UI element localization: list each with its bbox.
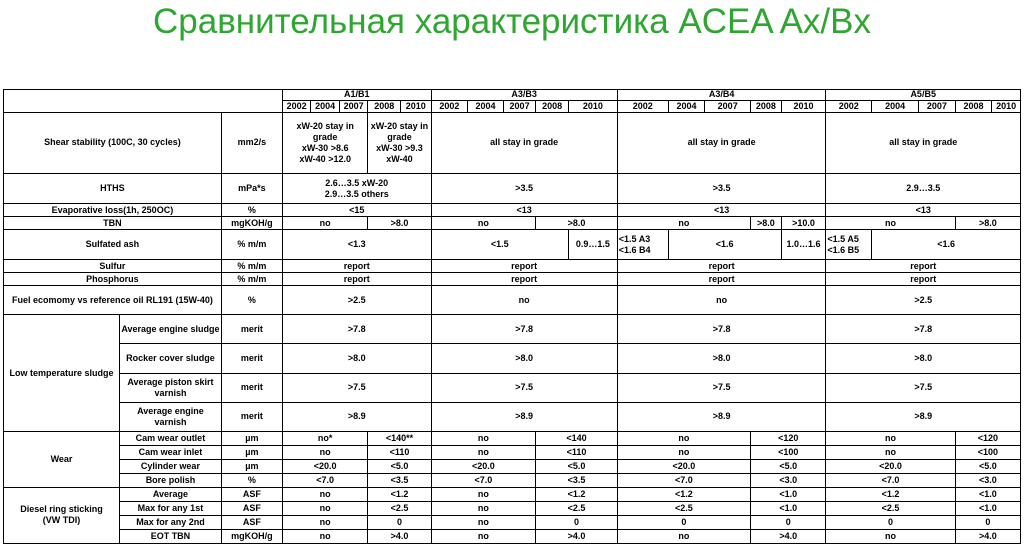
year-header: 2002 xyxy=(826,100,872,112)
group-label: Wear xyxy=(4,431,120,487)
param-unit: µm xyxy=(221,445,282,459)
value-cell: <15 xyxy=(282,204,431,217)
value-cell: <2.5 xyxy=(617,501,750,515)
year-header: 2008 xyxy=(955,100,992,112)
value-cell: 2.6…3.5 xW-20 2.9…3.5 others xyxy=(282,174,431,204)
year-header: 2002 xyxy=(431,100,468,112)
param-unit: % xyxy=(221,286,282,315)
value-cell: >7.5 xyxy=(282,373,431,402)
param-unit: mm2/s xyxy=(221,112,282,173)
year-header: 2007 xyxy=(503,100,536,112)
value-cell: <3.0 xyxy=(751,473,826,487)
value-cell: <1.0 xyxy=(751,501,826,515)
value-cell: >8.0 xyxy=(617,344,826,373)
param-label: Phosphorus xyxy=(4,273,222,286)
value-cell: <120 xyxy=(751,431,826,445)
value-cell: >7.5 xyxy=(431,373,617,402)
param-label: HTHS xyxy=(4,174,222,204)
value-cell: <1.5 A3 <1.6 B4 xyxy=(617,230,668,260)
value-cell: no* xyxy=(282,431,368,445)
value-cell: 0.9…1.5 xyxy=(568,230,617,260)
value-cell: no xyxy=(617,445,750,459)
value-cell: <3.5 xyxy=(536,473,617,487)
value-cell: report xyxy=(826,273,1021,286)
param-unit: % m/m xyxy=(221,260,282,273)
value-cell: >8.9 xyxy=(431,402,617,431)
value-cell: <120 xyxy=(955,431,1020,445)
value-cell: <13 xyxy=(826,204,1021,217)
value-cell: report xyxy=(617,273,826,286)
value-cell: all stay in grade xyxy=(826,112,1021,173)
value-cell: <140 xyxy=(536,431,617,445)
value-cell: <3.5 xyxy=(368,473,431,487)
value-cell: >8.0 xyxy=(826,344,1021,373)
year-header: 2010 xyxy=(568,100,617,112)
param-unit: ASF xyxy=(221,515,282,529)
value-cell: all stay in grade xyxy=(617,112,826,173)
value-cell: >4.0 xyxy=(955,529,1020,543)
sub-label: Max for any 1st xyxy=(120,501,222,515)
value-cell: >8.9 xyxy=(282,402,431,431)
sub-label: Cylinder wear xyxy=(120,459,222,473)
value-cell: >10.0 xyxy=(781,217,826,230)
value-cell: report xyxy=(431,260,617,273)
value-cell: >3.5 xyxy=(617,174,826,204)
param-unit: merit xyxy=(221,402,282,431)
header-blank xyxy=(4,90,283,113)
value-cell: 0 xyxy=(368,515,431,529)
value-cell: <5.0 xyxy=(536,459,617,473)
param-unit: % m/m xyxy=(221,230,282,260)
group-header: A5/B5 xyxy=(826,90,1021,101)
value-cell: <1.5 xyxy=(431,230,568,260)
value-cell: <110 xyxy=(368,445,431,459)
value-cell: no xyxy=(617,286,826,315)
value-cell: report xyxy=(282,260,431,273)
year-header: 2004 xyxy=(468,100,504,112)
param-unit: µm xyxy=(221,459,282,473)
param-label: Sulfated ash xyxy=(4,230,222,260)
value-cell: report xyxy=(617,260,826,273)
value-cell: xW-20 stay in grade xW-30 >8.6 xW-40 >12.0 xyxy=(282,112,368,173)
value-cell: >2.5 xyxy=(282,286,431,315)
value-cell: <7.0 xyxy=(617,473,750,487)
value-cell: >4.0 xyxy=(536,529,617,543)
value-cell: >8.0 xyxy=(368,217,431,230)
param-unit: % xyxy=(221,204,282,217)
value-cell: report xyxy=(826,260,1021,273)
sub-label: EOT TBN xyxy=(120,529,222,543)
value-cell: >8.0 xyxy=(431,344,617,373)
group-header: A3/B3 xyxy=(431,90,617,101)
value-cell: 0 xyxy=(536,515,617,529)
value-cell: no xyxy=(431,431,536,445)
param-label: TBN xyxy=(4,217,222,230)
param-unit: ASF xyxy=(221,501,282,515)
value-cell: >8.0 xyxy=(751,217,782,230)
value-cell: <2.5 xyxy=(368,501,431,515)
group-header: A3/B4 xyxy=(617,90,826,101)
param-unit: % m/m xyxy=(221,273,282,286)
value-cell: <1.5 A5 <1.6 B5 xyxy=(826,230,872,260)
value-cell: no xyxy=(431,445,536,459)
value-cell: <1.2 xyxy=(536,487,617,501)
value-cell: 0 xyxy=(617,515,750,529)
value-cell: report xyxy=(431,273,617,286)
value-cell: <1.3 xyxy=(282,230,431,260)
value-cell: >2.5 xyxy=(826,286,1021,315)
value-cell: <20.0 xyxy=(617,459,750,473)
sub-label: Cam wear inlet xyxy=(120,445,222,459)
value-cell: <1.0 xyxy=(955,487,1020,501)
value-cell: >7.5 xyxy=(826,373,1021,402)
value-cell: <7.0 xyxy=(826,473,955,487)
year-header: 2010 xyxy=(992,100,1021,112)
year-header: 2007 xyxy=(919,100,956,112)
value-cell: no xyxy=(282,487,368,501)
value-cell: report xyxy=(282,273,431,286)
value-cell: <20.0 xyxy=(431,459,536,473)
value-cell: no xyxy=(282,217,368,230)
year-header: 2004 xyxy=(668,100,705,112)
value-cell: <7.0 xyxy=(282,473,368,487)
value-cell: no xyxy=(431,286,617,315)
value-cell: no xyxy=(431,487,536,501)
year-header: 2002 xyxy=(282,100,311,112)
page-title: Сравнительная характеристика ACEA Ax/Bx xyxy=(152,2,871,41)
value-cell: no xyxy=(282,515,368,529)
value-cell: <1.6 xyxy=(872,230,1021,260)
group-label: Diesel ring sticking (VW TDI) xyxy=(4,487,120,543)
sub-label: Average engine varnish xyxy=(120,402,222,431)
param-unit: mgKOH/g xyxy=(221,529,282,543)
group-header: A1/B1 xyxy=(282,90,431,101)
value-cell: <3.0 xyxy=(955,473,1020,487)
value-cell: no xyxy=(282,501,368,515)
param-label: Shear stability (100C, 30 cycles) xyxy=(4,112,222,173)
value-cell: <13 xyxy=(617,204,826,217)
param-label: Evaporative loss(1h, 250OC) xyxy=(4,204,222,217)
sub-label: Rocker cover sludge xyxy=(120,344,222,373)
value-cell: <20.0 xyxy=(282,459,368,473)
group-label: Low temperature sludge xyxy=(4,315,120,431)
value-cell: <5.0 xyxy=(368,459,431,473)
param-label: Sulfur xyxy=(4,260,222,273)
value-cell: no xyxy=(431,501,536,515)
param-unit: merit xyxy=(221,315,282,344)
value-cell: 0 xyxy=(751,515,826,529)
value-cell: >8.9 xyxy=(826,402,1021,431)
value-cell: no xyxy=(617,529,750,543)
value-cell: no xyxy=(431,515,536,529)
value-cell: >8.0 xyxy=(536,217,617,230)
value-cell: <2.5 xyxy=(536,501,617,515)
value-cell: no xyxy=(431,529,536,543)
value-cell: <13 xyxy=(431,204,617,217)
year-header: 2008 xyxy=(368,100,401,112)
value-cell: no xyxy=(617,217,750,230)
value-cell: <100 xyxy=(751,445,826,459)
param-unit: ASF xyxy=(221,487,282,501)
value-cell: xW-20 stay in grade xW-30 >9.3 xW-40 xyxy=(368,112,431,173)
year-header: 2007 xyxy=(705,100,751,112)
value-cell: <110 xyxy=(536,445,617,459)
value-cell: >8.0 xyxy=(282,344,431,373)
value-cell: no xyxy=(617,431,750,445)
value-cell: >4.0 xyxy=(751,529,826,543)
value-cell: no xyxy=(826,445,955,459)
value-cell: <5.0 xyxy=(751,459,826,473)
value-cell: >7.8 xyxy=(826,315,1021,344)
value-cell: <1.2 xyxy=(617,487,750,501)
value-cell: 0 xyxy=(826,515,955,529)
value-cell: <7.0 xyxy=(431,473,536,487)
acea-comparison-table xyxy=(3,89,1021,544)
param-unit: mPa*s xyxy=(221,174,282,204)
param-unit: mgKOH/g xyxy=(221,217,282,230)
sub-label: Cam wear outlet xyxy=(120,431,222,445)
sub-label: Bore polish xyxy=(120,473,222,487)
year-header: 2008 xyxy=(751,100,782,112)
param-unit: merit xyxy=(221,373,282,402)
value-cell: no xyxy=(826,431,955,445)
value-cell: >7.8 xyxy=(617,315,826,344)
value-cell: <140** xyxy=(368,431,431,445)
year-header: 2007 xyxy=(339,100,368,112)
value-cell: no xyxy=(826,217,955,230)
value-cell: 1.0…1.6 xyxy=(781,230,826,260)
value-cell: <20.0 xyxy=(826,459,955,473)
value-cell: >7.8 xyxy=(431,315,617,344)
value-cell: 0 xyxy=(955,515,1020,529)
value-cell: no xyxy=(282,529,368,543)
value-cell: all stay in grade xyxy=(431,112,617,173)
sub-label: Max for any 2nd xyxy=(120,515,222,529)
value-cell: <1.2 xyxy=(368,487,431,501)
param-unit: merit xyxy=(221,344,282,373)
year-header: 2008 xyxy=(536,100,569,112)
value-cell: <1.0 xyxy=(955,501,1020,515)
year-header: 2002 xyxy=(617,100,668,112)
value-cell: <2.5 xyxy=(826,501,955,515)
value-cell: <1.0 xyxy=(751,487,826,501)
param-unit: µm xyxy=(221,431,282,445)
param-unit: % xyxy=(221,473,282,487)
value-cell: no xyxy=(431,217,536,230)
value-cell: <100 xyxy=(955,445,1020,459)
value-cell: <1.2 xyxy=(826,487,955,501)
year-header: 2010 xyxy=(781,100,826,112)
value-cell: >8.0 xyxy=(955,217,1020,230)
sub-label: Average engine sludge xyxy=(120,315,222,344)
value-cell: >4.0 xyxy=(368,529,431,543)
year-header: 2010 xyxy=(400,100,431,112)
year-header: 2004 xyxy=(311,100,340,112)
param-label: Fuel ecomomy vs reference oil RL191 (15W-40) xyxy=(4,286,222,315)
year-header: 2004 xyxy=(872,100,919,112)
value-cell: >8.9 xyxy=(617,402,826,431)
value-cell: <5.0 xyxy=(955,459,1020,473)
sub-label: Average xyxy=(120,487,222,501)
value-cell: no xyxy=(282,445,368,459)
value-cell: >7.8 xyxy=(282,315,431,344)
value-cell: <1.6 xyxy=(668,230,781,260)
value-cell: >3.5 xyxy=(431,174,617,204)
sub-label: Average piston skirt varnish xyxy=(120,373,222,402)
value-cell: >7.5 xyxy=(617,373,826,402)
value-cell: no xyxy=(826,529,955,543)
value-cell: 2.9…3.5 xyxy=(826,174,1021,204)
